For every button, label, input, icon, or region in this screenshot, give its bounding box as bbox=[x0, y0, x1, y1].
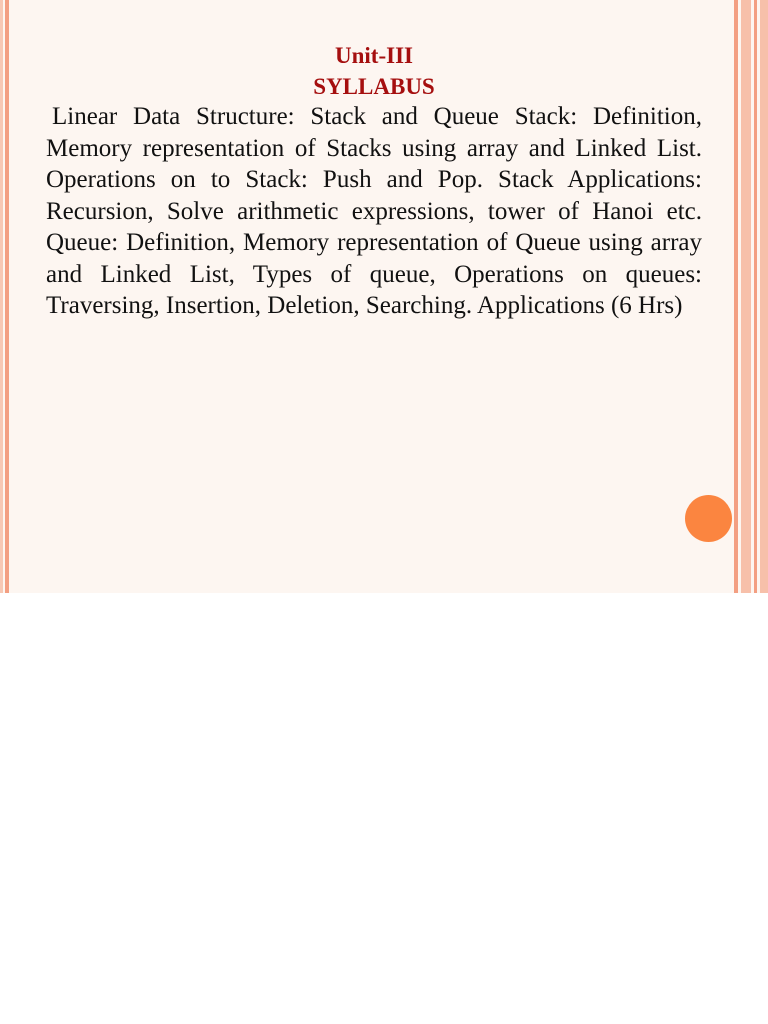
decorative-circle bbox=[685, 495, 732, 542]
left-border-stripe bbox=[5, 0, 9, 593]
right-border-stripe bbox=[754, 0, 757, 593]
right-border-stripe bbox=[741, 0, 751, 593]
slide-title bbox=[46, 40, 702, 102]
syllabus-body: Linear Data Structure: Stack and Queue Stack: Definition, Memory representation of Stacks using array and Linked List. Operations on to Stack: Push and Pop. Stack Applications: Recursion, Solve arithmetic expressions, tower of Hanoi etc. Queue: Definition, Memory representation of Queue using array and Linked List, Types of queue, Operations on queues: Traversing, Insertion, Deletion, Searching. Applications (6 Hrs) bbox=[46, 103, 702, 319]
unit-title: Unit-III bbox=[335, 43, 413, 68]
left-border-stripe bbox=[0, 0, 3, 593]
right-border-stripe bbox=[734, 0, 738, 593]
section-title: SYLLABUS bbox=[313, 74, 435, 99]
right-border-stripe bbox=[760, 0, 768, 593]
